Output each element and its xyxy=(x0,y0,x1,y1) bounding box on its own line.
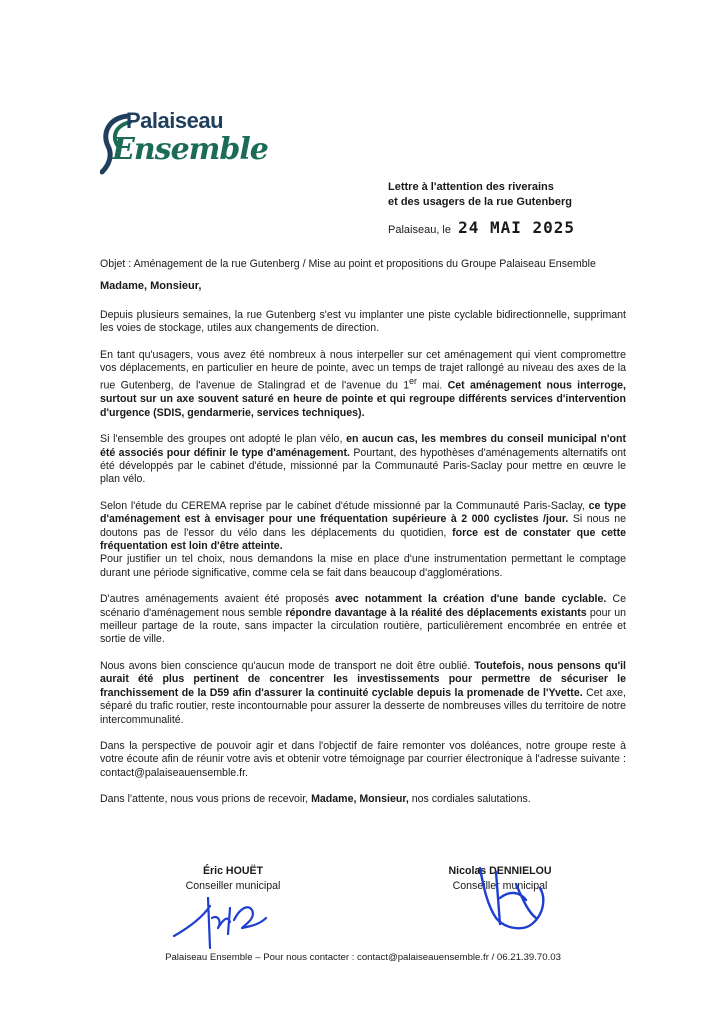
logo-text-ensemble: Ensemble xyxy=(112,132,268,167)
recipient-line-1: Lettre à l'attention des riverains xyxy=(388,181,554,193)
paragraph-7 xyxy=(100,660,626,727)
paragraph-9 xyxy=(100,793,626,806)
paragraph-5: Pour justifier un tel choix, nous demandons la mise en place d'une instrumentation permettant le comptage durant une période significative, comme cela se fait dans beaucoup d'agglomérations. xyxy=(100,553,626,579)
p3-bold: en aucun cas, les membres du conseil municipal n'ont été associés pour définir le type d'aménagement. xyxy=(100,433,626,459)
logo-text-palaiseau: Palaiseau xyxy=(126,108,224,133)
p3-text-a: Si l'ensemble des groupes ont adopté le plan vélo, xyxy=(100,433,347,446)
letter-body xyxy=(100,258,626,820)
signatory-name-1: Éric HOUËT xyxy=(202,865,264,877)
p4-text-b: Si nous ne doutons pas de l'essor du vélo dans les déplacements du quotidien, xyxy=(100,513,626,539)
recipient-block xyxy=(388,180,572,210)
signatory-name-2: Nicolas DENNIELOU xyxy=(448,865,552,877)
p4-bold-2: force est de constater que cette fréquentation est loin d'être atteinte. xyxy=(100,526,626,553)
p4-text-a: Selon l'étude du CEREMA reprise par le cabinet d'étude missionné par la Communauté Paris-Saclay, xyxy=(100,499,589,512)
paragraph-4 xyxy=(100,500,626,554)
paragraph-2 xyxy=(100,349,626,421)
p4-bold-1: ce type d'aménagement est à envisager pour une fréquentation supérieure à 2 000 cyclistes /jour. xyxy=(100,499,626,526)
p6-text-c: pour un meilleur partage de la route, sans impacter la circulation routière, particulièrement encombrée en entrée et sortie de ville. xyxy=(100,606,626,646)
p6-bold-2: répondre davantage à la réalité des déplacements existants xyxy=(285,606,587,619)
signatory-role-2: Conseiller municipal xyxy=(452,880,548,892)
date-stamp: 24 MAI 2025 xyxy=(458,218,576,237)
p2-bold: Cet aménagement nous interroge, surtout sur un axe souvent saturé en heure de pointe et qui regroupe différents services d'intervention d'urgence (SDIS, gendarmerie, services techniques). xyxy=(100,379,626,419)
p6-bold-1: avec notamment la création d'une bande cyclable. xyxy=(335,593,607,606)
p6-text-a: D'autres aménagements avaient été proposés xyxy=(100,593,336,606)
p9-text-b: nos cordiales salutations. xyxy=(408,793,531,806)
subject-line: Objet : Aménagement de la rue Gutenberg / Mise au point et propositions du Groupe Palaiseau Ensemble xyxy=(100,258,596,270)
p6-text-b: Ce scénario d'aménagement nous semble xyxy=(100,593,626,619)
handwritten-signature-1 xyxy=(168,888,288,952)
p2-superscript: er xyxy=(409,376,417,387)
paragraph-1: Depuis plusieurs semaines, la rue Gutenberg s'est vu implanter une piste cyclable bidirectionnelle, supprimant les voies de stockage, utiles aux changements de direction. xyxy=(100,308,626,335)
p9-bold: Madame, Monsieur, xyxy=(311,793,409,806)
palaiseau-ensemble-logo xyxy=(100,106,268,176)
paragraph-6 xyxy=(100,593,626,647)
recipient-line-2: et des usagers de la rue Gutenberg xyxy=(388,196,573,208)
paragraph-3 xyxy=(100,433,626,487)
footer-contact: Palaiseau Ensemble – Pour nous contacter : contact@palaiseauensemble.fr / 06.21.39.70.03 xyxy=(165,952,561,963)
date-prefix: Palaiseau, le xyxy=(388,224,451,236)
handwritten-signature-2 xyxy=(470,854,560,944)
signatory-role-1: Conseiller municipal xyxy=(185,880,281,892)
paragraph-8: Dans la perspective de pouvoir agir et dans l'objectif de faire remonter vos doléances, notre groupe reste à votre écoute afin de réunir votre avis et obtenir votre témoignage par courrier électronique à l'adresse suivante : contact@palaiseauensemble.fr. xyxy=(100,739,626,779)
p3-text-b: Pourtant, des hypothèses d'aménagements alternatifs ont été développés par le cabinet d'étude, missionné par la Communauté Paris-Saclay pour mettre en œuvre le plan vélo. xyxy=(100,446,627,486)
p9-text-a: Dans l'attente, nous vous prions de recevoir, xyxy=(100,793,312,806)
p7-text-b: Cet axe, séparé du trafic routier, reste incontournable pour assurer la desserte de nombreuses villes du territoire de notre intercommunalité. xyxy=(100,686,626,726)
p7-bold: Toutefois, nous pensons qu'il aurait été plus pertinent de concentrer les investissements pour permettre de sécuriser le franchissement de la D59 afin d'assurer la continuité cyclable depuis la promenade de l'Yvette. xyxy=(100,659,626,699)
p2-text-b: mai. xyxy=(417,379,448,392)
p7-text-a: Nous avons bien conscience qu'aucun mode de transport ne doit être oublié. xyxy=(100,659,475,672)
salutation: Madame, Monsieur, xyxy=(100,280,202,293)
p2-text-a: En tant qu'usagers, vous avez été nombreux à nous interpeller sur cet aménagement qui vient compromettre vos déplacements, en particulier en heure de pointe, avec un temps de trajet rallongé au niveau des axes de la rue Gutenberg, de l'avenue de Stalingrad et de l'avenue du 1 xyxy=(100,348,626,392)
date-line xyxy=(388,218,575,237)
